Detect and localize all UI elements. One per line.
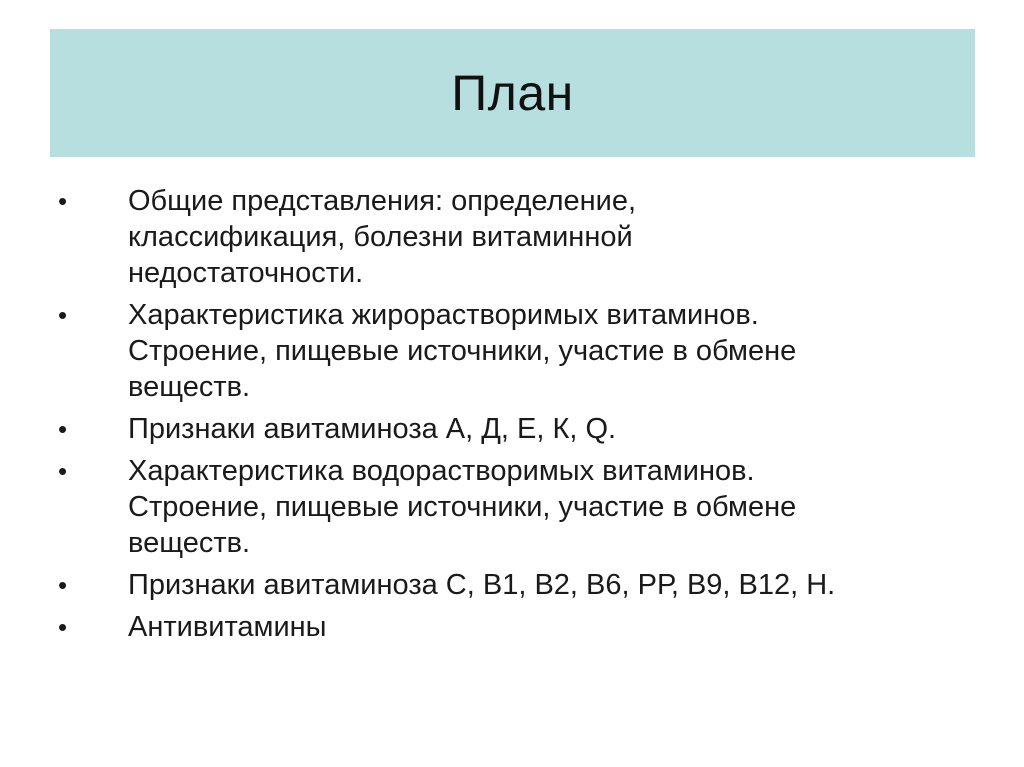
bullet-icon: • (58, 570, 68, 600)
list-item-text: Общие представления: определение, классификация, болезни витаминной недостаточности. (128, 185, 637, 289)
bullet-icon: • (58, 456, 68, 486)
list-item-text: Характеристика водорастворимых витаминов. Строение, пищевые источники, участие в обмене веществ. (128, 455, 797, 559)
bullet-icon: • (58, 612, 68, 642)
list-item (58, 567, 958, 603)
list-item-text: Антивитамины (128, 611, 327, 643)
list-item-text: Характеристика жирорастворимых витаминов. Строение, пищевые источники, участие в обмене веществ. (128, 299, 797, 403)
list-item-text: Признаки авитаминоза А, Д, Е, К, Q. (128, 413, 617, 445)
bullet-icon: • (58, 300, 68, 330)
list-item (58, 297, 958, 405)
bullet-list (58, 183, 958, 651)
bullet-icon: • (58, 186, 68, 216)
slide-title: План (451, 65, 574, 121)
list-item-text: Признаки авитаминоза С, В1, В2, В6, РР, В9, В12, Н. (128, 569, 836, 601)
list-item (58, 411, 958, 447)
bullet-icon: • (58, 414, 68, 444)
title-band (50, 29, 975, 157)
list-item (58, 453, 958, 561)
list-item (58, 609, 958, 645)
list-item (58, 183, 958, 291)
